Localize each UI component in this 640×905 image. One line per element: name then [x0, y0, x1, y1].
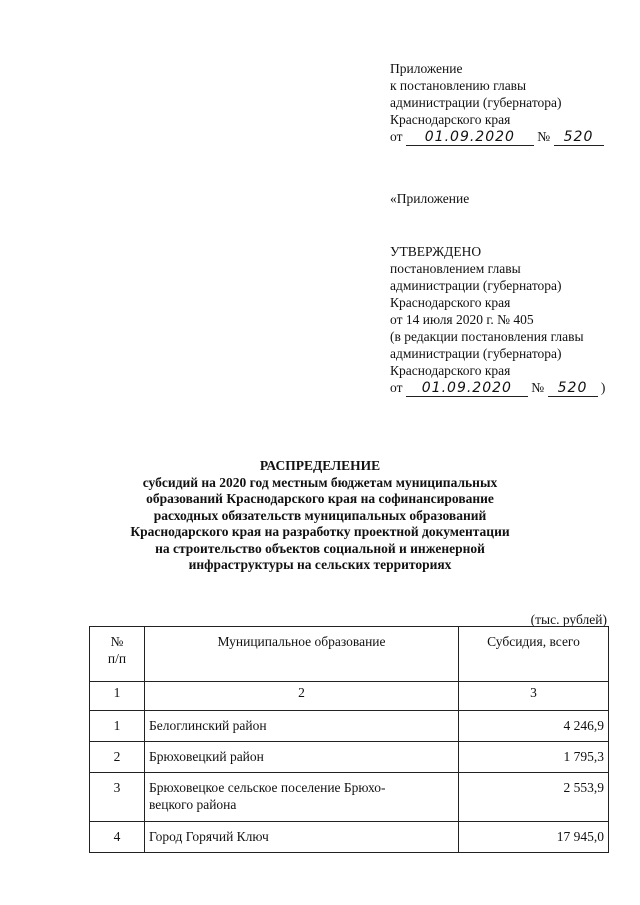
- table-row: [90, 822, 609, 853]
- approved-heading: УТВЕРЖДЕНО: [390, 244, 482, 259]
- handwritten-number: 520: [554, 130, 604, 146]
- handwritten-date: 01.09.2020: [406, 381, 528, 397]
- colnum-cell: 3: [459, 682, 609, 711]
- handwritten-date: 01.09.2020: [406, 130, 534, 146]
- closing-paren: ): [600, 380, 606, 395]
- row-sum: 1 795,3: [459, 742, 609, 773]
- appendix-line: Краснодарского края: [390, 112, 511, 127]
- row-number: 4: [90, 822, 145, 853]
- approved-line: администрации (губернатора): [390, 278, 562, 293]
- appendix-line: администрации (губернатора): [390, 95, 562, 110]
- header-num: № п/п: [90, 627, 145, 682]
- approved-block: [390, 243, 605, 397]
- header-sum: Субсидия, всего: [459, 627, 609, 682]
- approved-line: Краснодарского края: [390, 363, 511, 378]
- quote-appendix: «Приложение: [390, 191, 470, 206]
- number-label: №: [537, 129, 551, 144]
- appendix-header: [390, 60, 604, 146]
- title-line: Краснодарского края на разработку проектной документации: [130, 524, 510, 539]
- table-header-row: [90, 627, 609, 682]
- title-line: субсидий на 2020 год местным бюджетам муниципальных: [142, 474, 498, 490]
- document-title: [40, 458, 600, 574]
- appendix-line: к постановлению главы: [390, 78, 527, 93]
- row-name: Город Горячий Ключ: [145, 822, 459, 853]
- approved-line: от 14 июля 2020 г. № 405: [390, 312, 534, 327]
- approved-line: Краснодарского края: [390, 295, 511, 310]
- title-line: образований Краснодарского края на софинансирование: [146, 491, 494, 506]
- row-sum: 17 945,0: [459, 822, 609, 853]
- header-name: Муниципальное образование: [145, 627, 459, 682]
- appendix-line: Приложение: [390, 61, 463, 76]
- colnum-cell: 2: [145, 682, 459, 711]
- title-line: инфраструктуры на сельских территориях: [188, 557, 452, 572]
- units-label: (тыс. рублей): [530, 612, 607, 627]
- from-label: от: [390, 380, 403, 395]
- approved-line: администрации (губернатора): [390, 346, 562, 361]
- title-heading: РАСПРЕДЕЛЕНИЕ: [259, 458, 381, 473]
- title-line: расходных обязательств муниципальных образований: [153, 507, 487, 523]
- title-line: на строительство объектов социальной и инженерной: [155, 540, 485, 556]
- row-number: 3: [90, 773, 145, 822]
- table-row: [90, 742, 609, 773]
- handwritten-number: 520: [548, 381, 598, 397]
- approved-line: постановлением главы: [390, 261, 521, 276]
- approved-line: (в редакции постановления главы: [390, 329, 584, 344]
- row-name: Брюховецкое сельское поселение Брюхо- вецкого района: [145, 773, 459, 822]
- table-row: [90, 711, 609, 742]
- colnum-cell: 1: [90, 682, 145, 711]
- row-name: Брюховецкий район: [145, 742, 459, 773]
- column-number-row: [90, 682, 609, 711]
- row-sum: 2 553,9: [459, 773, 609, 822]
- subsidy-table: [89, 626, 609, 853]
- approved-date-line: [390, 379, 605, 397]
- appendix-date-line: [390, 128, 604, 146]
- row-number: 2: [90, 742, 145, 773]
- row-name: Белоглинский район: [145, 711, 459, 742]
- table-row: [90, 773, 609, 822]
- number-label: №: [531, 380, 545, 395]
- row-number: 1: [90, 711, 145, 742]
- row-sum: 4 246,9: [459, 711, 609, 742]
- from-label: от: [390, 129, 403, 144]
